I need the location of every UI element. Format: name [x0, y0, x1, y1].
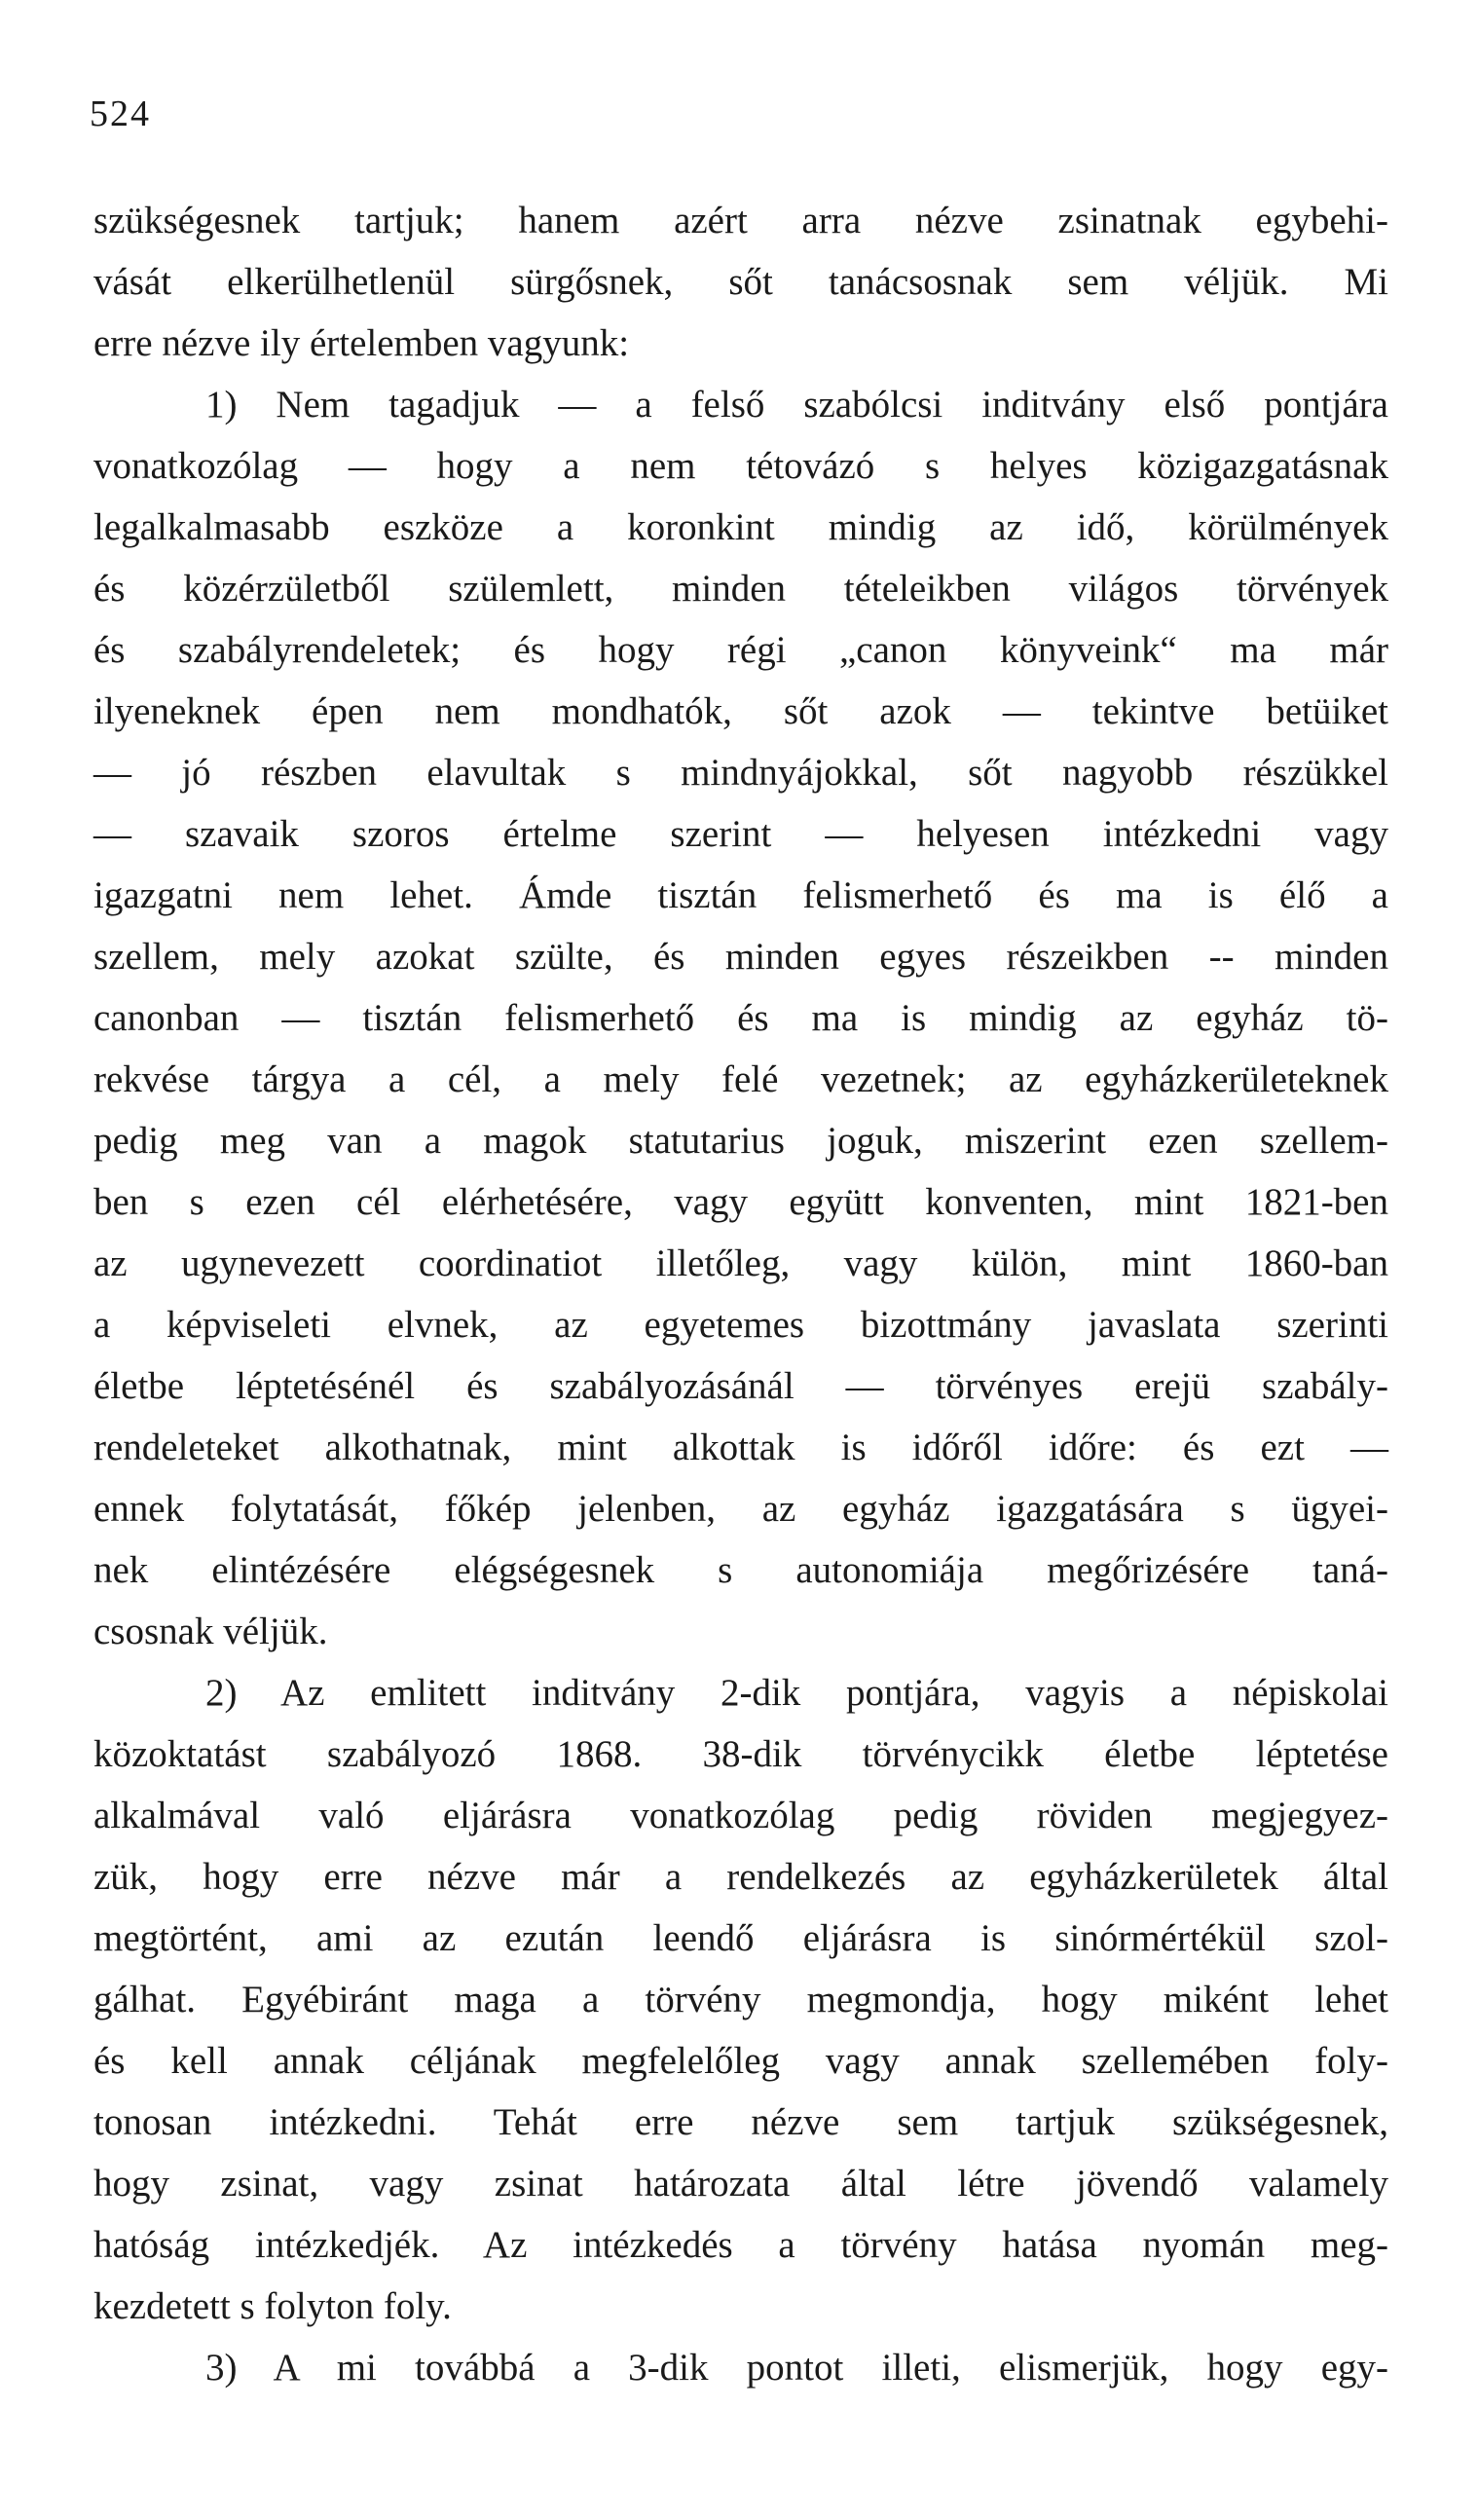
paragraph-point-2 — [93, 1662, 1388, 2337]
text-line: ilyeneknek épen nem mondhatók, sőt azok — tekintve betüiket — [93, 690, 1388, 732]
text-line: hatóság intézkedjék. Az intézkedés a törvény hatása nyomán meg- — [93, 2224, 1388, 2266]
paragraph-point-1 — [93, 374, 1388, 1662]
text-line: erre nézve ily értelemben vagyunk: — [93, 322, 630, 364]
text-line: gálhat. Egyébiránt maga a törvény megmondja, hogy miként lehet — [93, 1979, 1388, 2020]
text-line: 2) Az emlitett inditvány 2-dik pontjára, vagyis a népiskolai — [205, 1672, 1388, 1714]
text-line: zük, hogy erre nézve már a rendelkezés az egyházkerületek által — [93, 1856, 1388, 1898]
text-line: vonatkozólag — hogy a nem tétovázó s helyes közigazgatásnak — [93, 445, 1388, 487]
text-line: a képviseleti elvnek, az egyetemes bizottmány javaslata szerinti — [93, 1304, 1388, 1346]
body-text — [93, 190, 1388, 2398]
text-line: az ugynevezett coordinatiot illetőleg, vagy külön, mint 1860-ban — [93, 1242, 1388, 1284]
paragraph-intro — [93, 190, 1388, 374]
text-line: tonosan intézkedni. Tehát erre nézve sem tartjuk szükségesnek, — [93, 2101, 1388, 2143]
text-line: szellem, mely azokat szülte, és minden egyes részeikben -- minden — [93, 936, 1388, 978]
text-line: szükségesnek tartjuk; hanem azért arra nézve zsinatnak egybehi- — [93, 200, 1388, 241]
text-line: — jó részben elavultak s mindnyájokkal, sőt nagyobb részükkel — [93, 752, 1388, 794]
paragraph-point-3 — [93, 2337, 1388, 2398]
text-line: — szavaik szoros értelme szerint — helyesen intézkedni vagy — [93, 813, 1388, 855]
text-line: canonban — tisztán felismerhető és ma is mindig az egyház tö- — [93, 997, 1388, 1039]
text-line: ben s ezen cél elérhetésére, vagy együtt konventen, mint 1821-ben — [93, 1181, 1388, 1223]
text-line: megtörtént, ami az ezután leendő eljárásra is sinórmértékül szol- — [93, 1917, 1388, 1959]
text-line: és közérzületből szülemlett, minden tételeikben világos törvények — [93, 568, 1388, 610]
text-line: legalkalmasabb eszköze a koronkint mindig az idő, körülmények — [93, 506, 1388, 548]
text-line: ennek folytatását, főkép jelenben, az egyház igazgatására s ügyei- — [93, 1488, 1388, 1530]
text-line: és kell annak céljának megfelelőleg vagy annak szellemében foly- — [93, 2040, 1388, 2082]
text-line: vását elkerülhetlenül sürgősnek, sőt tanácsosnak sem véljük. Mi — [93, 261, 1388, 303]
text-line: rendeleteket alkothatnak, mint alkottak is időről időre: és ezt — — [93, 1427, 1388, 1468]
text-line: igazgatni nem lehet. Ámde tisztán felismerhető és ma is élő a — [93, 874, 1388, 916]
text-line: csosnak véljük. — [93, 1611, 328, 1652]
text-line: életbe léptetésénél és szabályozásánál — törvényes erejü szabály- — [93, 1365, 1388, 1407]
text-line: rekvése tárgya a cél, a mely felé vezetnek; az egyházkerületeknek — [93, 1058, 1388, 1100]
text-line: alkalmával való eljárásra vonatkozólag pedig röviden megjegyez- — [93, 1795, 1388, 1836]
page-number: 524 — [90, 93, 151, 134]
text-line: hogy zsinat, vagy zsinat határozata által létre jövendő valamely — [93, 2163, 1388, 2205]
text-line: 3) A mi továbbá a 3-dik pontot illeti, elismerjük, hogy egy- — [205, 2347, 1388, 2389]
text-line: nek elintézésére elégségesnek s autonomiája megőrizésére taná- — [93, 1549, 1388, 1591]
text-line: és szabályrendeletek; és hogy régi „canon könyveink“ ma már — [93, 629, 1388, 671]
text-line: 1) Nem tagadjuk — a felső szabólcsi inditvány első pontjára — [205, 384, 1388, 426]
text-line: közoktatást szabályozó 1868. 38-dik törvénycikk életbe léptetése — [93, 1733, 1388, 1775]
text-line: pedig meg van a magok statutarius joguk, miszerint ezen szellem- — [93, 1120, 1388, 1162]
text-line: kezdetett s folyton foly. — [93, 2285, 452, 2327]
